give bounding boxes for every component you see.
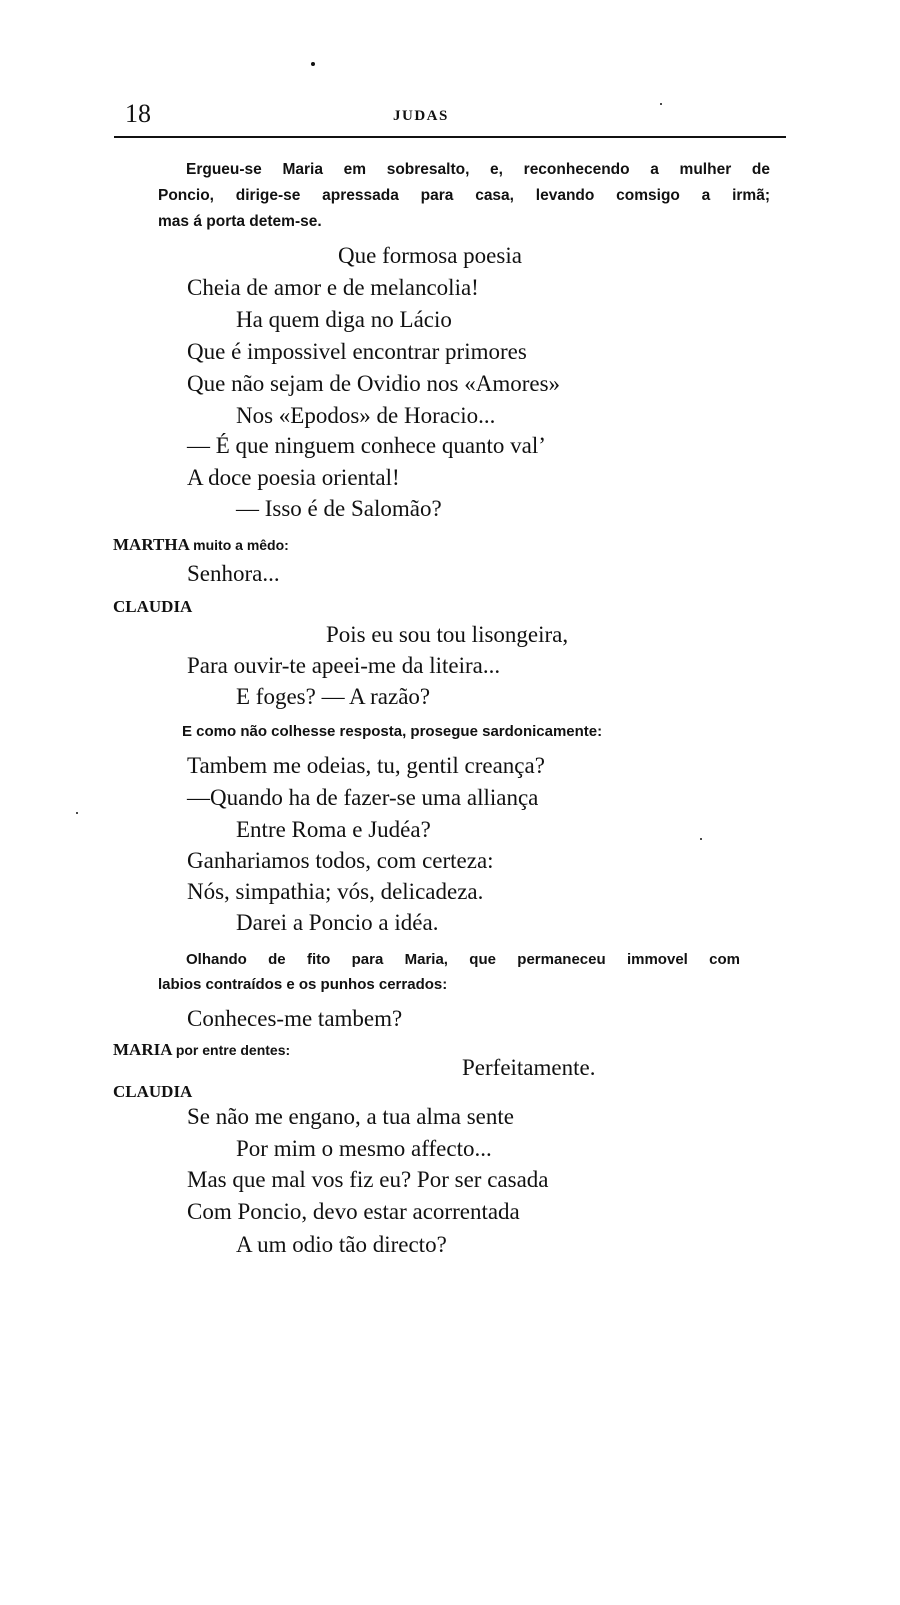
verse-line: Conheces-me tambem? bbox=[187, 1006, 403, 1031]
running-title: JUDAS bbox=[393, 108, 449, 124]
verse-line: Tambem me odeias, tu, gentil creança? bbox=[187, 753, 545, 778]
stage-direction-line: E como não colhesse resposta, prosegue sardonicamente: bbox=[182, 723, 603, 740]
verse-line: Mas que mal vos fiz eu? Por ser casada bbox=[187, 1167, 549, 1192]
verse-line: — Isso é de Salomão? bbox=[236, 496, 442, 521]
verse-line: Darei a Poncio a idéa. bbox=[236, 910, 439, 935]
verse-line: Com Poncio, devo estar acorrentada bbox=[187, 1199, 520, 1224]
verse-line: E foges? — A razão? bbox=[236, 684, 431, 709]
speaker-direction: muito a mêdo: bbox=[193, 537, 289, 553]
speaker-name: MARTHA bbox=[113, 535, 189, 554]
speaker-direction: por entre dentes: bbox=[175, 1042, 291, 1058]
verse-line: —Quando ha de fazer-se uma alliança bbox=[187, 785, 539, 810]
header-rule bbox=[114, 136, 786, 138]
speck-mark bbox=[700, 838, 702, 840]
stage-direction-line: mas á porta detem-se. bbox=[158, 213, 322, 230]
verse-line: Perfeitamente. bbox=[462, 1055, 596, 1080]
speck-mark bbox=[660, 103, 662, 105]
speaker-name: CLAUDIA bbox=[113, 1082, 193, 1101]
speck-mark bbox=[76, 812, 78, 814]
stage-direction-line: Olhando de fito para Maria, que permaneceu immovel com bbox=[186, 951, 740, 968]
verse-line: Nós, simpathia; vós, delicadeza. bbox=[187, 879, 484, 904]
speaker-heading bbox=[113, 1040, 290, 1060]
verse-line: Que formosa poesia bbox=[338, 243, 522, 268]
verse-line: Se não me engano, a tua alma sente bbox=[187, 1104, 514, 1129]
speaker-heading bbox=[113, 597, 192, 617]
speaker-name: CLAUDIA bbox=[113, 597, 193, 616]
verse-line: Que é impossivel encontrar primores bbox=[187, 339, 527, 364]
verse-line: Ha quem diga no Lácio bbox=[236, 307, 452, 332]
speaker-name: MARIA bbox=[113, 1040, 172, 1059]
speck-mark bbox=[311, 62, 315, 66]
verse-line: Senhora... bbox=[187, 561, 280, 586]
speaker-heading bbox=[113, 1082, 192, 1102]
speaker-heading bbox=[113, 535, 289, 555]
page-number: 18 bbox=[125, 99, 151, 128]
verse-line: A um odio tão directo? bbox=[236, 1232, 447, 1257]
verse-line: — É que ninguem conhece quanto val’ bbox=[187, 433, 546, 458]
verse-line: Cheia de amor e de melancolia! bbox=[187, 275, 479, 300]
stage-direction-line: Ergueu-se Maria em sobresalto, e, reconhecendo a mulher de bbox=[186, 161, 770, 178]
verse-line: Para ouvir-te apeei-me da liteira... bbox=[187, 653, 501, 678]
verse-line: Que não sejam de Ovidio nos «Amores» bbox=[187, 371, 561, 396]
verse-line: Entre Roma e Judéa? bbox=[236, 817, 431, 842]
stage-direction-line: Poncio, dirige-se apressada para casa, levando comsigo a irmã; bbox=[158, 187, 770, 204]
verse-line: Nos «Epodos» de Horacio... bbox=[236, 403, 496, 428]
stage-direction-line: labios contraídos e os punhos cerrados: bbox=[158, 976, 448, 993]
verse-line: A doce poesia oriental! bbox=[187, 465, 400, 490]
verse-line: Ganhariamos todos, com certeza: bbox=[187, 848, 494, 873]
verse-line: Pois eu sou tou lisongeira, bbox=[326, 622, 569, 647]
verse-line: Por mim o mesmo affecto... bbox=[236, 1136, 492, 1161]
